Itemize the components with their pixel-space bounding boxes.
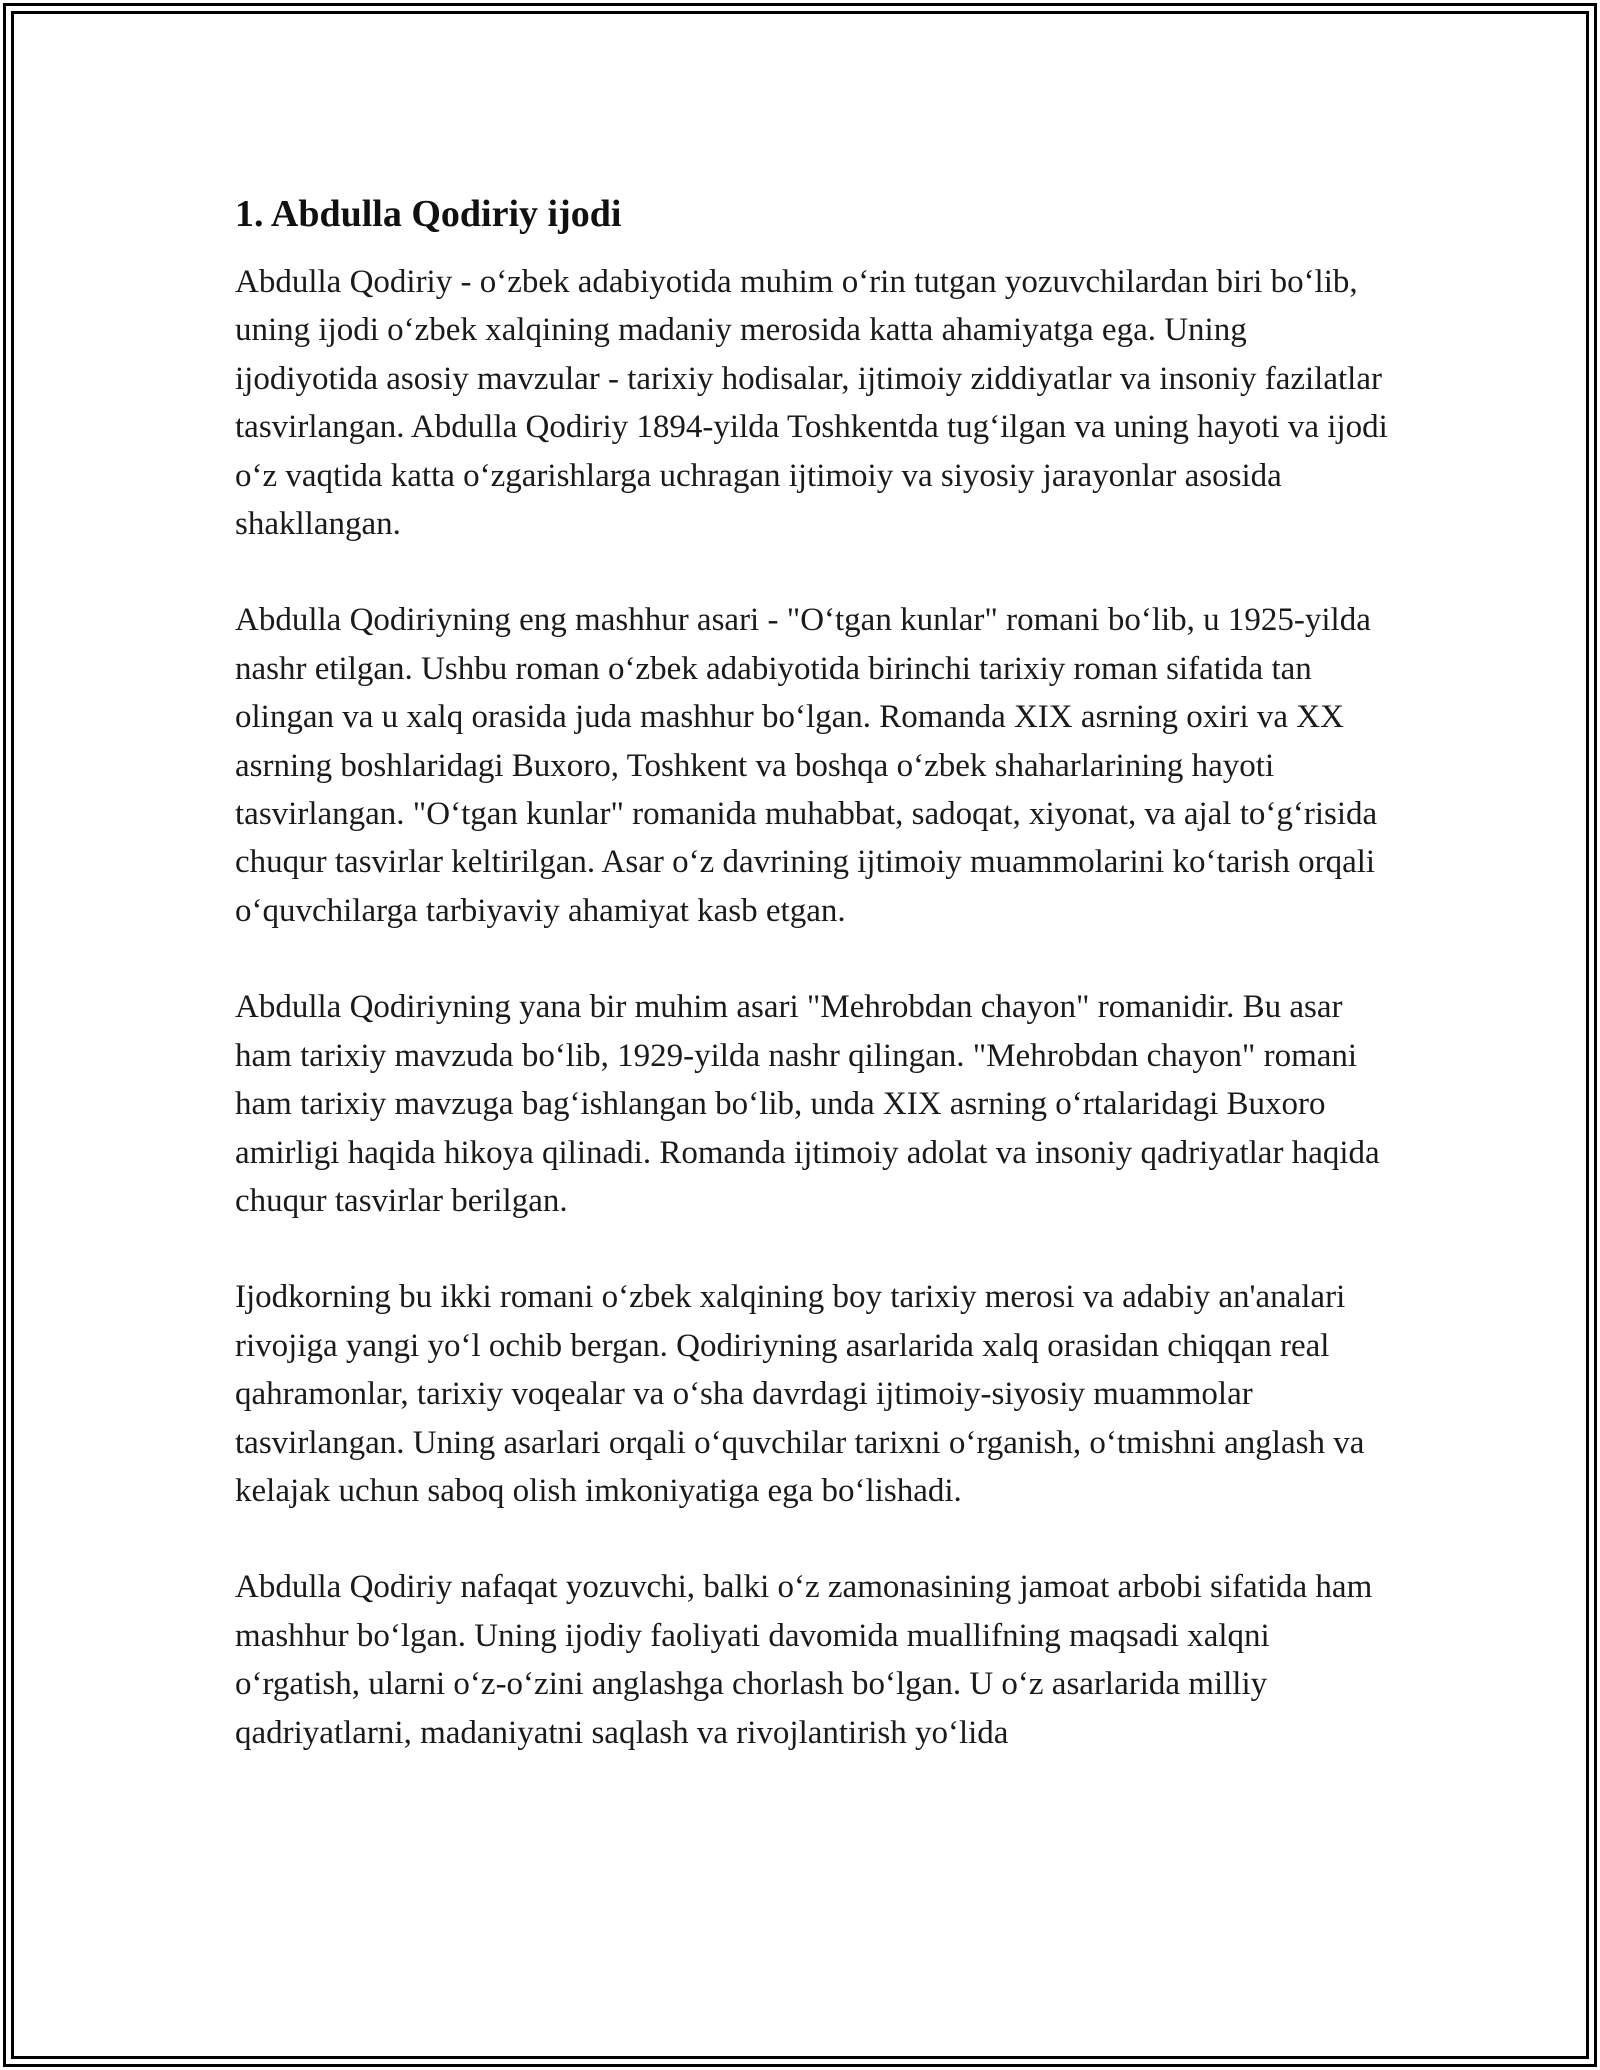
paragraph-5: Abdulla Qodiriy nafaqat yozuvchi, balki o‘z zamonasining jamoat arbobi sifatida ham mashhur bo‘lgan. Uning ijodiy faoliyati davomida muallifning maqsadi xalqni o‘rgatish, ularni o‘z-o‘zini anglashga chorlash bo‘lgan. U o‘z asarlarida milliy qadriyatlarni, madaniyatni saqlash va rivojlantirish yo‘lida	[235, 1569, 1373, 1751]
paragraph-1: Abdulla Qodiriy - o‘zbek adabiyotida muhim o‘rin tutgan yozuvchilardan biri bo‘lib, uning ijodi o‘zbek xalqining madaniy merosida katta ahamiyatga ega. Uning ijodiyotida asosiy mavzular - tarixiy hodisalar, ijtimoiy ziddiyatlar va insoniy fazilatlar tasvirlangan. Abdulla Qodiriy 1894-yilda Toshkentda tug‘ilgan va uning hayoti va ijodi o‘z vaqtida katta o‘zgarishlarga uchragan ijtimoiy va siyosiy jarayonlar asosida shakllangan.	[235, 264, 1388, 543]
document-body	[235, 190, 1395, 1805]
paragraph-3: Abdulla Qodiriyning yana bir muhim asari "Mehrobdan chayon" romanidir. Bu asar ham tarixiy mavzuda bo‘lib, 1929-yilda nashr qilingan. "Mehrobdan chayon" romani ham tarixiy mavzuga bag‘ishlangan bo‘lib, unda XIX asrning o‘rtalaridagi Buxoro amirligi haqida hikoya qilinadi. Romanda ijtimoiy adolat va insoniy qadriyatlar haqida chuqur tasvirlar berilgan.	[235, 989, 1380, 1219]
paragraph-4: Ijodkorning bu ikki romani o‘zbek xalqining boy tarixiy merosi va adabiy an'analari rivojiga yangi yo‘l ochib bergan. Qodiriyning asarlarida xalq orasidan chiqqan real qahramonlar, tarixiy voqealar va o‘sha davrdagi ijtimoiy-siyosiy muammolar tasvirlangan. Uning asarlari orqali o‘quvchilar tarixni o‘rganish, o‘tmishni anglash va kelajak uchun saboq olish imkoniyatiga ega bo‘lishadi.	[235, 1279, 1365, 1509]
section-heading: 1. Abdulla Qodiriy ijodi	[235, 193, 622, 235]
paragraph-2: Abdulla Qodiriyning eng mashhur asari - "O‘tgan kunlar" romani bo‘lib, u 1925-yilda nashr etilgan. Ushbu roman o‘zbek adabiyotida birinchi tarixiy roman sifatida tan olingan va u xalq orasida juda mashhur bo‘lgan. Romanda XIX asrning oxiri va XX asrning boshlaridagi Buxoro, Toshkent va boshqa o‘zbek shaharlarining hayoti tasvirlangan. "O‘tgan kunlar" romanida muhabbat, sadoqat, xiyonat, va ajal to‘g‘risida chuqur tasvirlar keltirilgan. Asar o‘z davrining ijtimoiy muammolarini ko‘tarish orqali o‘quvchilarga tarbiyaviy ahamiyat kasb etgan.	[235, 602, 1378, 929]
